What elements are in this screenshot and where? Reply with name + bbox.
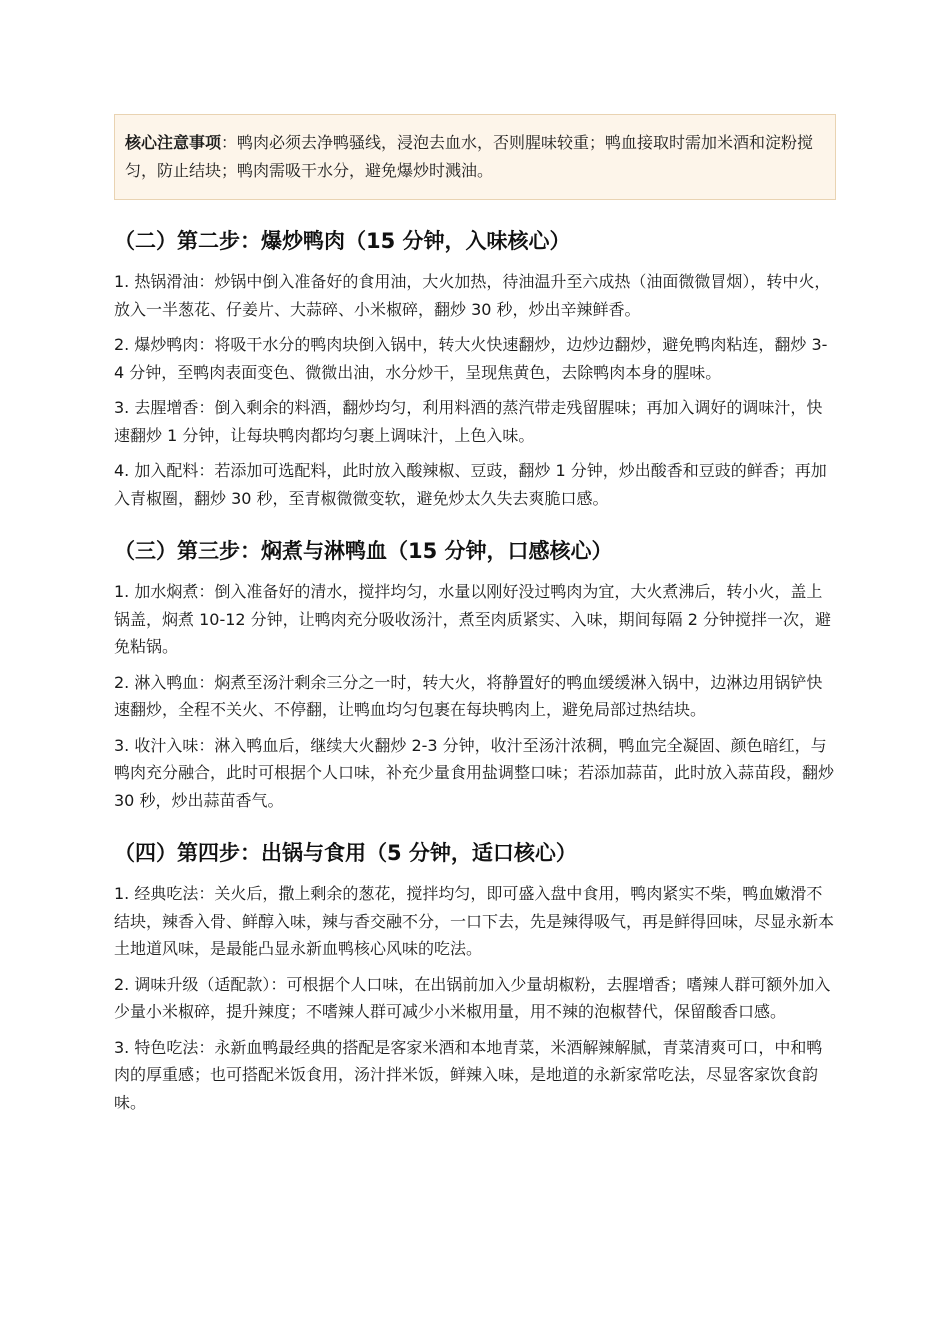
paragraph: 1. 热锅滑油：炒锅中倒入准备好的食用油，大火加热，待油温升至六成热（油面微微冒烟），转中火，放入一半葱花、仔姜片、大蒜碎、小米椒碎，翻炒 30 秒，炒出辛辣鲜香。 [114,272,831,319]
document-page [114,114,836,1140]
core-notes-box [114,114,836,200]
paragraph: 3. 特色吃法：永新血鸭最经典的搭配是客家米酒和本地青菜，米酒解辣解腻，青菜清爽可口，中和鸭肉的厚重感；也可搭配米饭食用，汤汁拌米饭，鲜辣入味，是地道的永新家常吃法，尽显客家饮食韵味。 [114,1037,823,1112]
section-step-three [114,536,836,814]
section-step-two [114,226,836,512]
core-notes-text: ：鸭肉必须去净鸭骚线，浸泡去血水，否则腥味较重；鸭血接取时需加米酒和淀粉搅匀，防止结块；鸭肉需吸干水分，避免爆炒时溅油。 [125,133,814,180]
paragraph: 3. 去腥增香：倒入剩余的料酒，翻炒均匀，利用料酒的蒸汽带走残留腥味；再加入调好的调味汁，快速翻炒 1 分钟，让每块鸭肉都均匀裹上调味汁，上色入味。 [114,398,823,445]
section-title: （二）第二步：爆炒鸭肉（15 分钟，入味核心） [114,229,571,253]
paragraph: 3. 收汁入味：淋入鸭血后，继续大火翻炒 2-3 分钟，收汁至汤汁浓稠，鸭血完全凝固、颜色暗红，与鸭肉充分融合，此时可根据个人口味，补充少量食用盐调整口味；若添加蒜苗，此时放入蒜苗段，翻炒 30 秒，炒出蒜苗香气。 [114,735,835,810]
section-step-four [114,838,836,1116]
paragraph: 1. 加水焖煮：倒入准备好的清水，搅拌均匀，水量以刚好没过鸭肉为宜，大火煮沸后，转小火，盖上锅盖，焖煮 10-12 分钟，让鸭肉充分吸收汤汁，煮至肉质紧实、入味，期间每隔 2 分钟搅拌一次，避免粘锅。 [114,582,832,656]
section-title: （三）第三步：焖煮与淋鸭血（15 分钟，口感核心） [114,539,613,563]
paragraph: 2. 爆炒鸭肉：将吸干水分的鸭肉块倒入锅中，转大火快速翻炒，边炒边翻炒，避免鸭肉粘连，翻炒 3-4 分钟，至鸭肉表面变色、微微出油，水分炒干，呈现焦黄色，去除鸭肉本身的腥味。 [114,335,828,382]
paragraph: 2. 调味升级（适配款）：可根据个人口味，在出锅前加入少量胡椒粉，去腥增香；嗜辣人群可额外加入少量小米椒碎，提升辣度；不嗜辣人群可减少小米椒用量，用不辣的泡椒替代，保留酸香口感。 [114,974,831,1021]
paragraph: 4. 加入配料：若添加可选配料，此时放入酸辣椒、豆豉，翻炒 1 分钟，炒出酸香和豆豉的鲜香；再加入青椒圈，翻炒 30 秒，至青椒微微变软，避免炒太久失去爽脆口感。 [114,461,827,508]
core-notes-label: 核心注意事项 [125,133,222,152]
paragraph: 2. 淋入鸭血：焖煮至汤汁剩余三分之一时，转大火，将静置好的鸭血缓缓淋入锅中，边淋边用锅铲快速翻炒，全程不关火、不停翻，让鸭血均匀包裹在每块鸭肉上，避免局部过热结块。 [114,672,823,719]
section-title: （四）第四步：出锅与食用（5 分钟，适口核心） [114,841,577,865]
paragraph: 1. 经典吃法：关火后，撒上剩余的葱花，搅拌均匀，即可盛入盘中食用，鸭肉紧实不柴，鸭血嫩滑不结块，辣香入骨、鲜醇入味，辣与香交融不分，一口下去，先是辣得吸气，再是鲜得回味，尽显永新本土地道风味，是最能凸显永新血鸭核心风味的吃法。 [114,884,835,958]
